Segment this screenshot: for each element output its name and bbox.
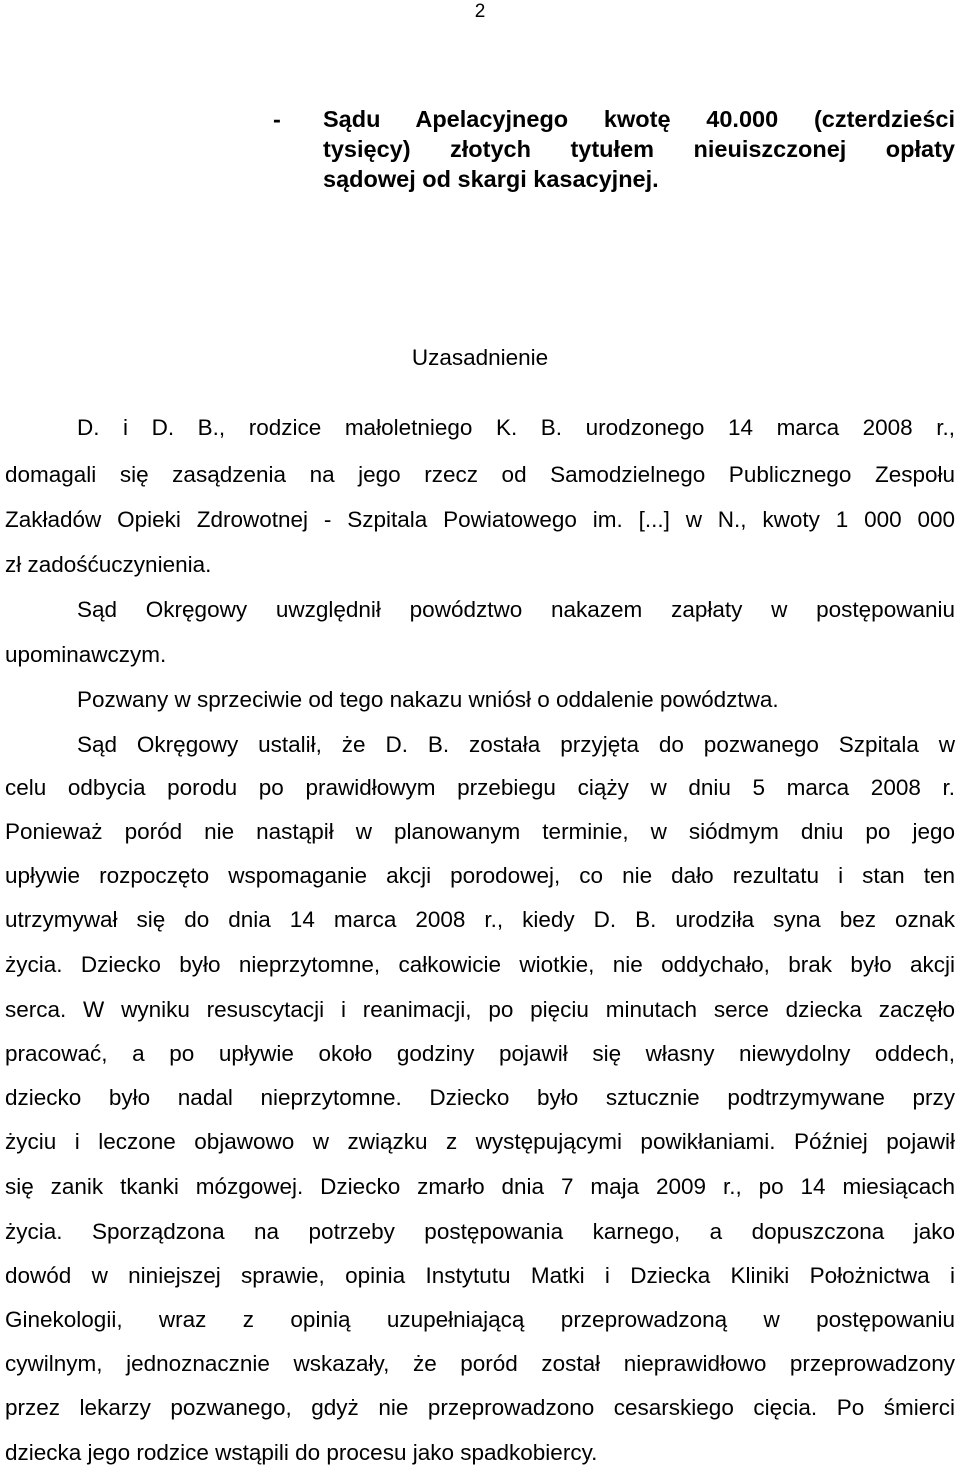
- text-line: serca. W wyniku resuscytacji i reanimacji, po pięciu minutach serce dziecka zaczęło: [5, 997, 955, 1022]
- text-line: dziecka jego rodzice wstąpili do procesu jako spadkobiercy.: [5, 1440, 598, 1465]
- text-line: Pozwany w sprzeciwie od tego nakazu wniósł o oddalenie powództwa.: [77, 687, 779, 712]
- bullet-paragraph: [323, 104, 955, 194]
- text-line: celu odbycia porodu po prawidłowym przebiegu ciąży w dniu 5 marca 2008 r.: [5, 775, 955, 800]
- bullet-line: sądowej od skargi kasacyjnej.: [323, 166, 659, 192]
- text-line: cywilnym, jednoznacznie wskazały, że poród został nieprawidłowo przeprowadzony: [5, 1351, 955, 1376]
- text-line: Sąd Okręgowy uwzględnił powództwo nakazem zapłaty w postępowaniu: [77, 597, 955, 622]
- text-line: upominawczym.: [5, 642, 167, 667]
- text-line: upływie rozpoczęto wspomaganie akcji porodowej, co nie dało rezultatu i stan ten: [5, 863, 955, 888]
- text-line: pracować, a po upływie około godziny pojawił się własny niewydolny oddech,: [5, 1041, 955, 1066]
- text-line: życia. Dziecko było nieprzytomne, całkowicie wiotkie, nie oddychało, brak było akcji: [5, 952, 955, 977]
- text-line: Ponieważ poród nie nastąpił w planowanym terminie, w siódmym dniu po jego: [5, 819, 955, 844]
- text-line: życia. Sporządzona na potrzeby postępowania karnego, a dopuszczona jako: [5, 1219, 955, 1244]
- page-number: 2: [474, 1, 486, 22]
- text-line: Ginekologii, wraz z opinią uzupełniającą przeprowadzoną w postępowaniu: [5, 1307, 955, 1332]
- text-line: D. i D. B., rodzice małoletniego K. B. urodzonego 14 marca 2008 r.,: [77, 415, 955, 440]
- text-line: zł zadośćuczynienia.: [5, 552, 212, 577]
- text-line: się zanik tkanki mózgowej. Dziecko zmarło dnia 7 maja 2009 r., po 14 miesiącach: [5, 1174, 955, 1199]
- text-line: utrzymywał się do dnia 14 marca 2008 r., kiedy D. B. urodziła syna bez oznak: [5, 907, 955, 932]
- text-line: dziecko było nadal nieprzytomne. Dziecko było sztucznie podtrzymywane przy: [5, 1085, 955, 1110]
- text-line: życiu i leczone objawowo w związku z występującymi powikłaniami. Później pojawił: [5, 1129, 955, 1154]
- text-line: Sąd Okręgowy ustalił, że D. B. została przyjęta do pozwanego Szpitala w: [77, 732, 955, 757]
- bullet-line: tysięcy) złotych tytułem nieuiszczonej opłaty: [323, 136, 955, 162]
- section-heading: Uzasadnienie: [411, 345, 549, 370]
- list-dash: -: [273, 106, 281, 132]
- text-line: przez lekarzy pozwanego, gdyż nie przeprowadzono cesarskiego cięcia. Po śmierci: [5, 1395, 955, 1420]
- text-line: dowód w niniejszej sprawie, opinia Instytutu Matki i Dziecka Kliniki Położnictwa i: [5, 1263, 955, 1288]
- text-line: Zakładów Opieki Zdrowotnej - Szpitala Powiatowego im. [...] w N., kwoty 1 000 000: [5, 507, 955, 532]
- text-line: domagali się zasądzenia na jego rzecz od Samodzielnego Publicznego Zespołu: [5, 462, 955, 487]
- bullet-line: Sądu Apelacyjnego kwotę 40.000 (czterdzieści: [323, 106, 955, 132]
